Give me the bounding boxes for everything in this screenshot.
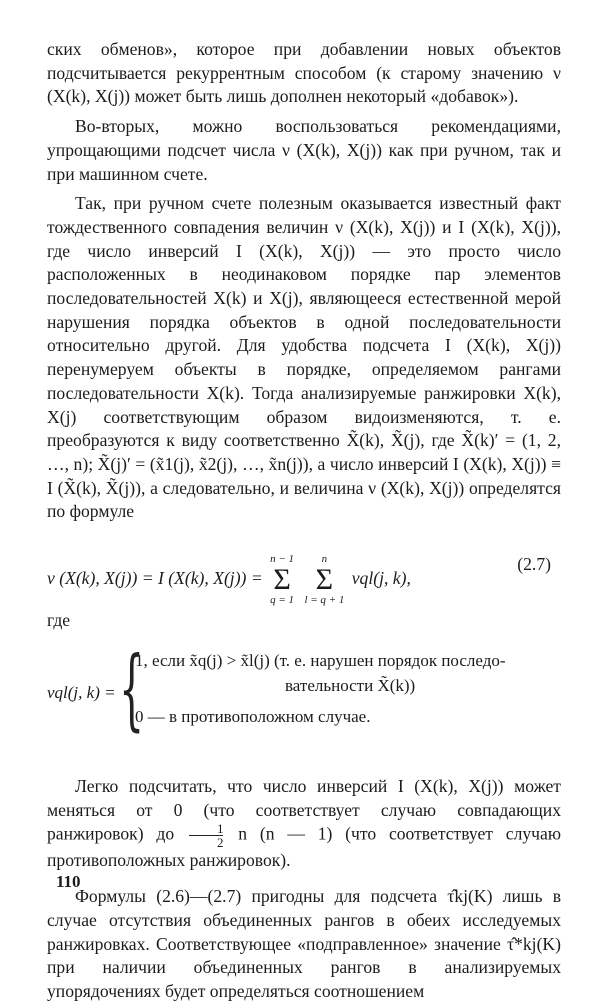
sigma-symbol: Σ [273, 563, 291, 597]
equation-number: (2.7) [517, 554, 551, 575]
sigma-symbol: Σ [315, 563, 334, 597]
equation-body [47, 554, 411, 606]
page-number: 110 [56, 872, 81, 891]
cases-lhs: νql(j, k) = [47, 683, 116, 703]
equation-term: νql(j, k), [351, 568, 411, 589]
paragraph-4-tail: n (n — 1) (что соответствует случаю противоположных ранжировок). [47, 824, 561, 871]
sum-l [304, 554, 344, 606]
paragraph-2: Во-вторых, можно воспользоваться рекомендациями, упрощающими подсчет числа ν (X(k), X(j)) как при ручном, так и при машинном счете. [47, 116, 561, 184]
cases-definition [47, 637, 561, 749]
paragraph-5: Формулы (2.6)—(2.7) пригодны для подсчета τ̂kj(K) лишь в случае отсутствия объединенных рангов в обеих исследуемых ранжировках. Соответствующее «подправленное» значение τ̂*kj(K) при наличии объединенных рангов в анализируемых упорядочениях будет определяться соотношением [47, 886, 561, 1001]
paragraph-3: Так, при ручном счете полезным оказывается известный факт тождественного совпадения величин ν (X(k), X(j)) и I (X(k), X(j)), где число инверсий I (X(k), X(j)) — это просто число расположенных в неодинаковом порядке пар элементов последовательностей X(k) и X(j), являющееся естественной мерой нарушения порядка объектов в одной последовательности относительно другой. Для удобства подсчета I (X(k), X(j)) перенумеруем объекты в порядке, определяемом рангами последовательности X(k). Тогда анализируемые ранжировки X(k), X(j) соответствующим образом видоизменяются, т. е. преобразуются к виду соответственно X̃(k), X̃(j), где X̃(k)′ = (1, 2, …, n); X̃(j)′ = (x̃1(j), x̃2(j), …, x̃n(j)), а число инверсий I (X(k), X(j)) ≡ I (X̃(k), X̃(j)), а следовательно, и величина ν (X(k), X(j)) определятся по формуле [47, 193, 561, 522]
sum-q-upper: n − 1 [270, 553, 295, 566]
equation-lhs: ν (X(k), X(j)) = I (X(k), X(j)) = [47, 568, 268, 589]
sum-l-upper: n [321, 553, 328, 566]
cases-line-1: 1, если x̃q(j) > x̃l(j) (т. е. нарушен порядок последо- [135, 651, 506, 671]
cases-line-2: вательности X̃(k)) [285, 676, 416, 696]
page-body [47, 38, 561, 1004]
fraction-numerator: 1 [216, 821, 224, 837]
paragraph-1: ских обменов», которое при добавлении новых объектов подсчитывается рекуррентным способом (к старому значению ν (X(k), X(j)) может быть лишь дополнен некоторый «добавок»). [47, 39, 561, 107]
sum-q-lower: q = 1 [270, 594, 295, 607]
paragraph-4-text: Легко подсчитать, что число инверсий I (X(k), X(j)) может меняться от 0 (что соответствует случаю совпадающих ранжировок) до [47, 776, 561, 845]
cases-line-3: 0 — в противоположном случае. [135, 707, 371, 727]
sum-q [270, 554, 294, 606]
equation-2-7 [47, 534, 561, 607]
where-label: где [47, 610, 71, 631]
fraction-one-half [189, 822, 224, 849]
paragraph-4 [47, 775, 561, 873]
left-brace: { [119, 637, 145, 741]
sum-l-lower: l = q + 1 [304, 594, 345, 607]
fraction-denominator: 2 [189, 835, 224, 849]
